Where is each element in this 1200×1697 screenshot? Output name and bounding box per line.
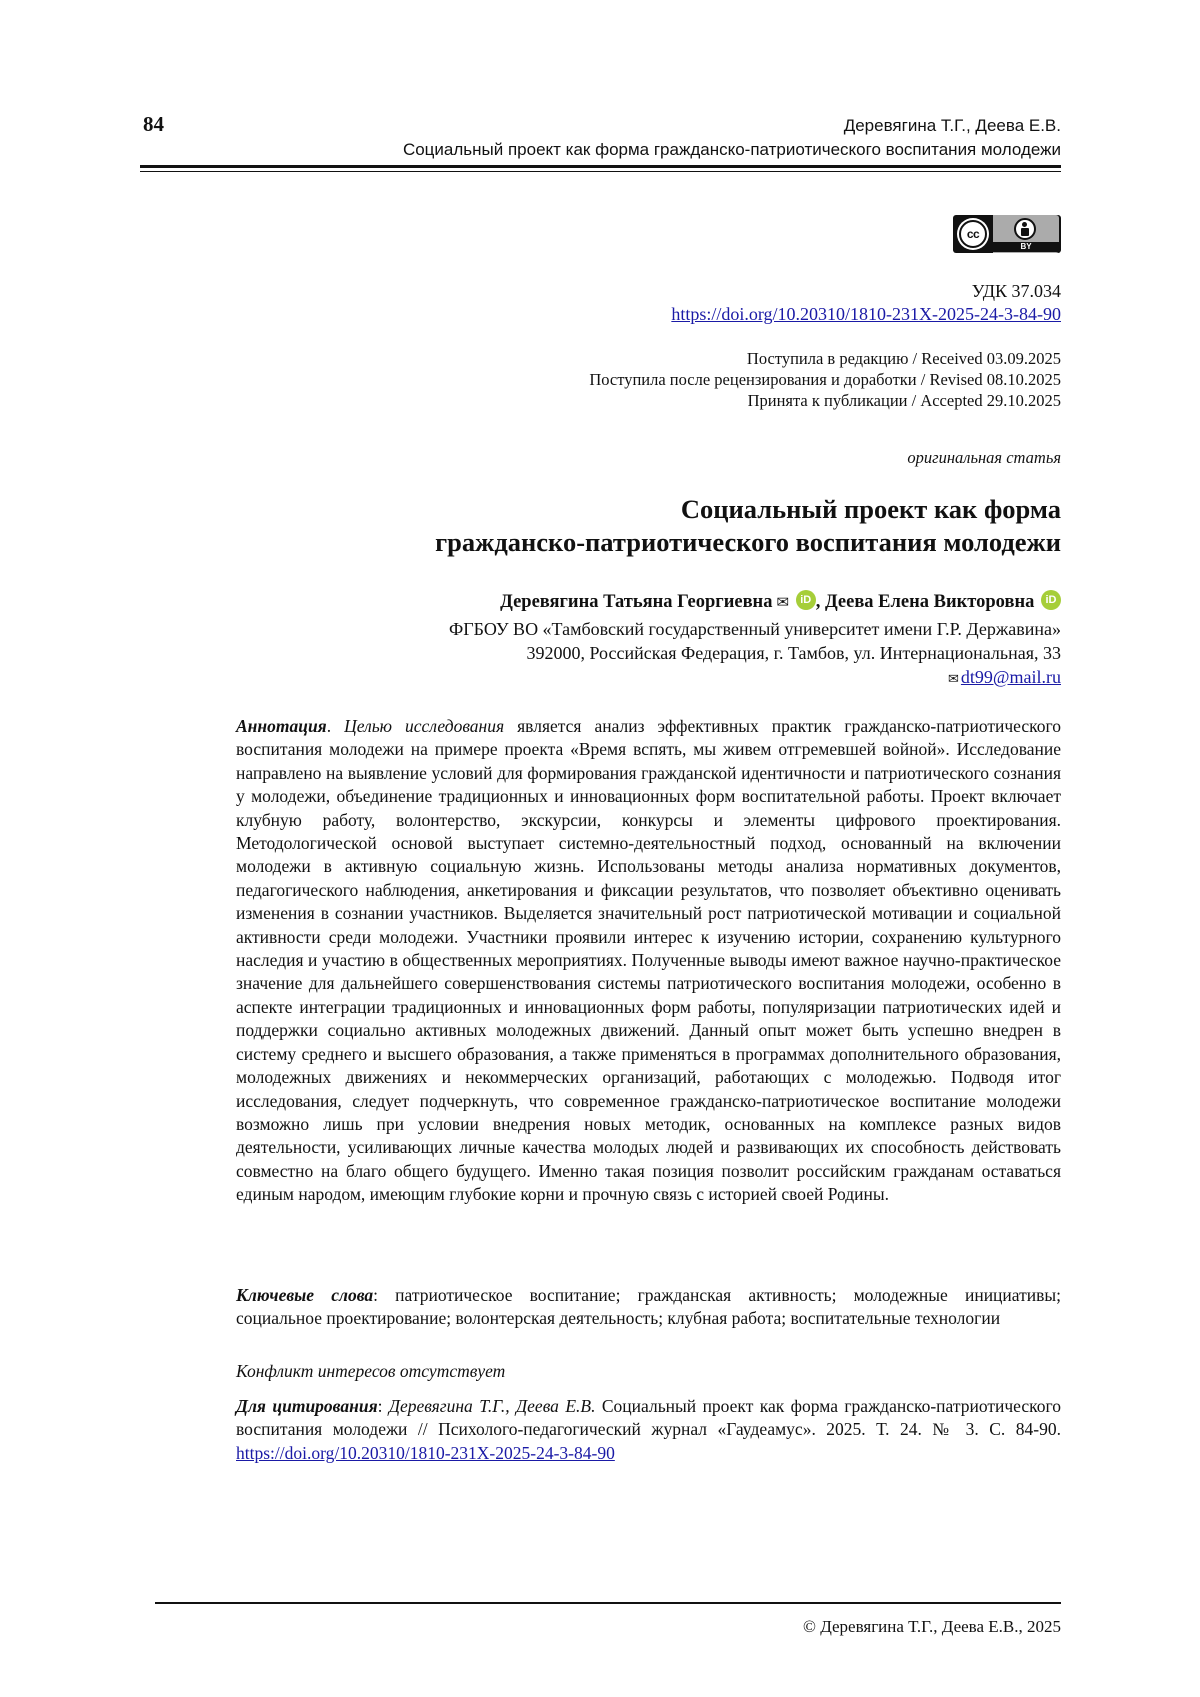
- abstract: [236, 715, 1061, 1207]
- received-date: Поступила в редакцию / Received 03.09.2025: [746, 349, 1061, 368]
- keywords-text: : патриотическое воспитание; гражданская активность; молодежные инициативы; социальное проектирование; волонтерская деятельность; клубная работа; воспитательные технологии: [236, 1285, 1061, 1329]
- title-line-2: гражданско-патриотического воспитания молодежи: [435, 527, 1061, 557]
- affiliation-org: ФГБОУ ВО «Тамбовский государственный университет имени Г.Р. Державина»: [448, 619, 1061, 639]
- author-separator: ,: [815, 592, 825, 612]
- author-1: Деревягина Татьяна Георгиевна: [500, 592, 773, 612]
- accepted-date: Принята к публикации / Accepted 29.10.2025: [747, 391, 1061, 410]
- citation-authors: Деревягина Т.Г., Деева Е.В.: [388, 1396, 596, 1416]
- orcid-icon[interactable]: iD: [796, 590, 816, 610]
- header-rule-thin: [140, 171, 1061, 172]
- citation-colon: :: [377, 1396, 389, 1416]
- running-head-authors: Деревягина Т.Г., Деева Е.В.: [843, 116, 1061, 135]
- orcid-icon[interactable]: iD: [1041, 590, 1061, 610]
- abstract-purpose-label: Целью исследования: [344, 716, 505, 736]
- email-link[interactable]: dt99@mail.ru: [960, 667, 1061, 687]
- abstract-text: является анализ эффективных практик гражданско-патриотического воспитания молодежи на примере проекта «Время вспять, мы живем отгремевшей войной». Исследование направлено на выявление условий для формирования гражданской идентичности и патриотического сознания у молодежи, объединение традиционных и инновационных форм воспитательной работы. Проект включает клубную работу, волонтерство, экскурсии, конкурсы и элементы цифрового проектирования. Методологической основой выступает системно-деятельностный подход, основанный на включении молодежи в активную социальную жизнь. Использованы методы анализа нормативных документов, педагогического наблюдения, анкетирования и фиксации результатов, что позволяет объективно оценивать изменения в сознании участников. Выделяется значительный рост патриотической мотивации и социальной активности среди молодежи. Участники проявили интерес к изучению истории, сохранению культурного наследия и участию в общественных мероприятиях. Полученные выводы имеют важное научно-практическое значение для дальнейшего совершенствования системы патриотического воспитания молодежи, особенно в аспекте интеграции традиционных и инновационных форм работы, популяризации патриотических идей и поддержки социально активных молодежных движений. Данный опыт может быть успешно внедрен в систему среднего и высшего образования, а также применяться в программах дополнительного образования, молодежных движениях и некоммерческих организаций, работающих с молодежью. Подводя итог исследования, следует подчеркнуть, что современное гражданско-патриотическое воспитание молодежи возможно лишь при условии внедрения новых методик, основанных на комплексе разных видов деятельности, усиливающих личные качества молодых людей и развивающих их способность действовать совместно на благо общего будущего. Именно такая позиция позволит российским гражданам оставаться единым народом, имеющим глубокие корни и прочную связь с историей своей Родины.: [236, 716, 1062, 1205]
- publication-dates: [589, 348, 1061, 411]
- citation-doi-link[interactable]: https://doi.org/10.20310/1810-231X-2025-24-3-84-90: [236, 1442, 615, 1463]
- affiliation-address: 392000, Российская Федерация, г. Тамбов, ул. Интернациональная, 33: [526, 643, 1061, 663]
- email-line: [948, 665, 1061, 692]
- page-number: 84: [143, 112, 164, 136]
- affiliation: [449, 617, 1061, 665]
- authors-line: [500, 590, 1061, 614]
- by-area: [993, 215, 1059, 253]
- citation-label: Для цитирования: [236, 1396, 378, 1416]
- envelope-icon: ✉: [948, 672, 959, 687]
- envelope-icon[interactable]: ✉: [776, 593, 790, 611]
- citation: [236, 1395, 1061, 1465]
- keywords-label: Ключевые слова: [236, 1285, 374, 1305]
- article-title: [435, 493, 1061, 559]
- cc-by-icon[interactable]: [953, 215, 1061, 253]
- conflict-statement: Конфликт интересов отсутствует: [236, 1361, 506, 1381]
- copyright: © Деревягина Т.Г., Деева Е.В., 2025: [803, 1617, 1061, 1636]
- author-2: Деева Елена Викторовна: [824, 592, 1035, 612]
- article-type: оригинальная статья: [907, 448, 1061, 467]
- by-label: BY: [993, 242, 1059, 252]
- footer-rule: [155, 1602, 1061, 1604]
- citation-text: Социальный проект как форма гражданско-патриотического воспитания молодежи // Психолого-педагогический журнал «Гаудеамус». 2025. Т. 24. № 3. С. 84-90.: [236, 1396, 1061, 1440]
- abstract-label-punct: .: [326, 716, 345, 736]
- revised-date: Поступила после рецензирования и доработки / Revised 08.10.2025: [589, 370, 1061, 389]
- running-head-title: Социальный проект как форма гражданско-патриотического воспитания молодежи: [402, 140, 1061, 159]
- title-line-1: Социальный проект как форма: [680, 494, 1061, 524]
- udc-code: УДК 37.034: [971, 281, 1061, 301]
- header-rule-thick: [140, 165, 1061, 168]
- abstract-label: Аннотация: [236, 716, 327, 736]
- attribution-icon: [1014, 218, 1036, 240]
- running-head: [403, 114, 1061, 162]
- doi-link[interactable]: https://doi.org/10.20310/1810-231X-2025-24-3-84-90: [671, 304, 1061, 324]
- cc-icon: cc: [959, 220, 987, 248]
- keywords: [236, 1284, 1061, 1331]
